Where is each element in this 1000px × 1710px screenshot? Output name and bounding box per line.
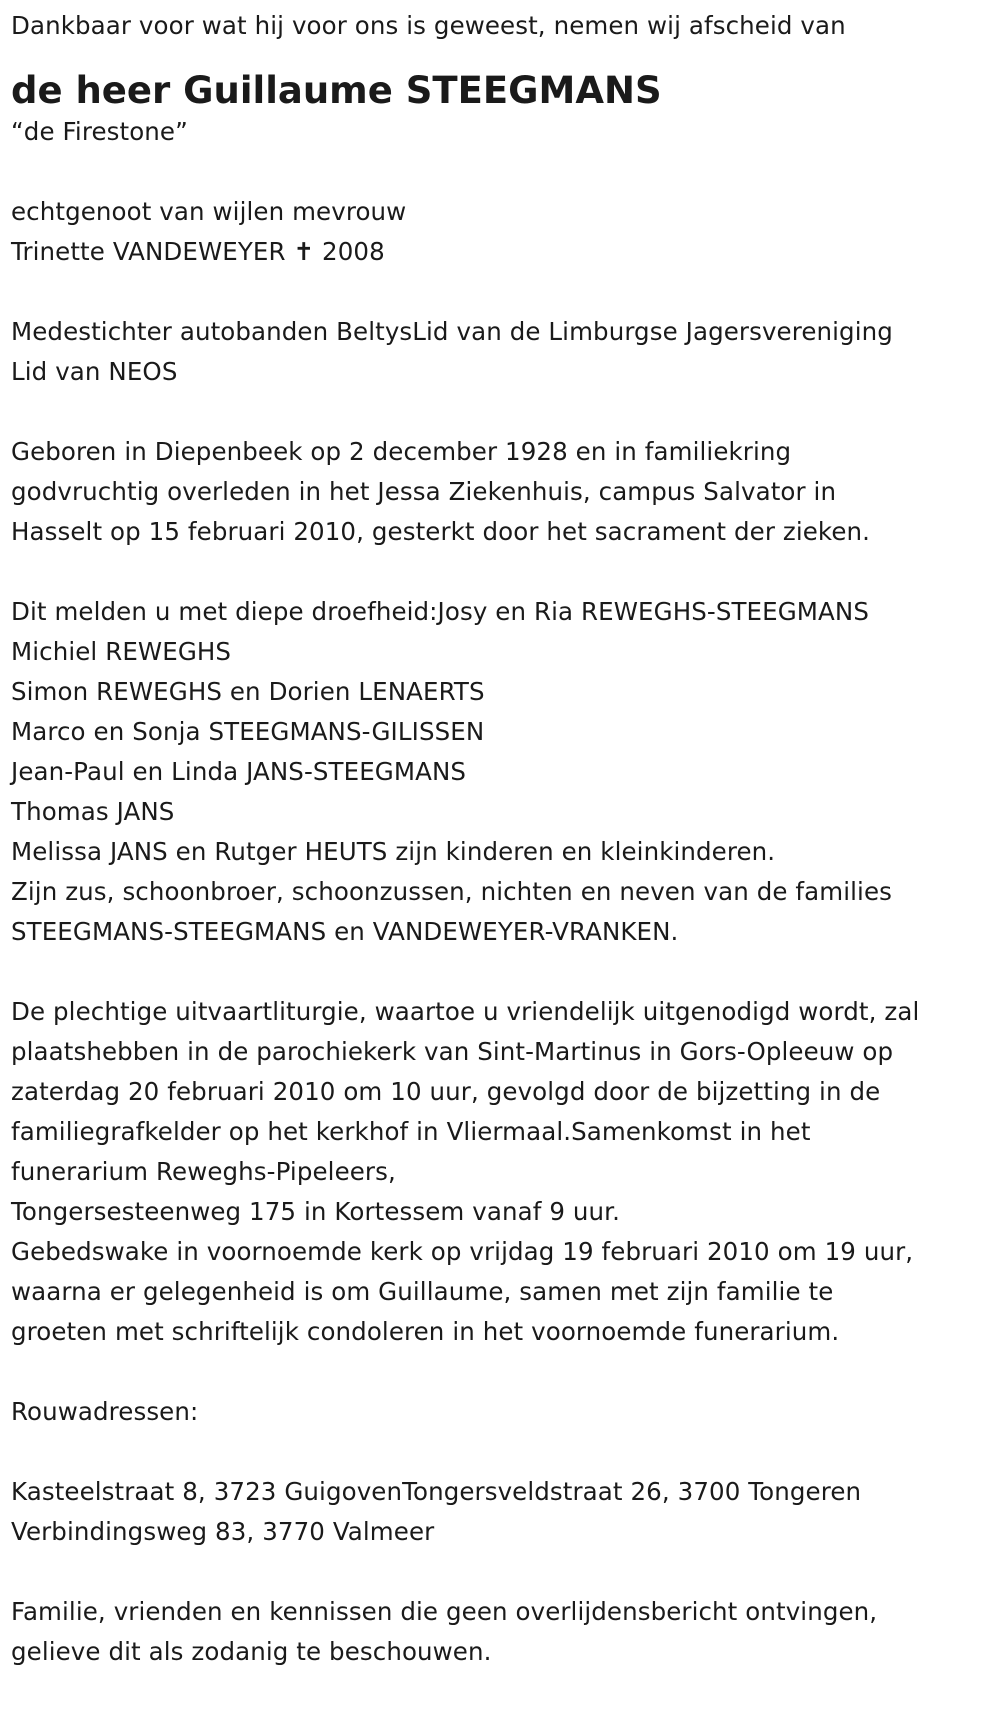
spacer	[11, 392, 1000, 432]
spacer	[11, 1352, 1000, 1392]
spacer	[11, 272, 1000, 312]
birth-death-line: Hasselt op 15 februari 2010, gesterkt door het sacrament der zieken.	[11, 517, 871, 546]
spacer	[11, 152, 1000, 192]
role-line: Lid van NEOS	[11, 357, 178, 386]
addresses-section	[11, 1472, 1000, 1552]
addresses-heading: Rouwadressen:	[11, 1397, 199, 1426]
funeral-line: groeten met schriftelijk condoleren in het voornoemde funerarium.	[11, 1317, 840, 1346]
deceased-name: de heer Guillaume STEEGMANS	[11, 69, 662, 112]
roles-section	[11, 312, 1000, 392]
mourner-line: Marco en Sonja STEEGMANS-GILISSEN	[11, 717, 485, 746]
nickname: “de Firestone”	[11, 117, 188, 146]
funeral-line: De plechtige uitvaartliturgie, waartoe u vriendelijk uitgenodigd wordt, zal	[11, 997, 920, 1026]
mourner-line: STEEGMANS-STEEGMANS en VANDEWEYER-VRANKEN.	[11, 917, 679, 946]
funeral-section	[11, 992, 1000, 1352]
address-line: Verbindingsweg 83, 3770 Valmeer	[11, 1517, 435, 1546]
mourner-line: Dit melden u met diepe droefheid:Josy en Ria REWEGHS-STEEGMANS	[11, 597, 869, 626]
spacer	[11, 552, 1000, 592]
cross-icon: ✝	[293, 237, 315, 266]
spacer	[11, 1552, 1000, 1592]
funeral-line: familiegrafkelder op het kerkhof in Vliermaal.Samenkomst in het	[11, 1117, 811, 1146]
funeral-line: plaatshebben in de parochiekerk van Sint-Martinus in Gors-Opleeuw op	[11, 1037, 894, 1066]
mourner-line: Thomas JANS	[11, 797, 175, 826]
mourners-section	[11, 592, 1000, 952]
closing-line: gelieve dit als zodanig te beschouwen.	[11, 1637, 492, 1666]
spacer	[11, 1432, 1000, 1472]
spouse-name: Trinette VANDEWEYER	[11, 237, 286, 266]
funeral-line: Gebedswake in voornoemde kerk op vrijdag 19 februari 2010 om 19 uur,	[11, 1237, 914, 1266]
closing-line: Familie, vrienden en kennissen die geen overlijdensbericht ontvingen,	[11, 1597, 878, 1626]
mourner-line: Melissa JANS en Rutger HEUTS zijn kinderen en kleinkinderen.	[11, 837, 776, 866]
mourner-line: Zijn zus, schoonbroer, schoonzussen, nichten en neven van de families	[11, 877, 892, 906]
mourner-line: Jean-Paul en Linda JANS-STEEGMANS	[11, 757, 467, 786]
spouse-death-year: 2008	[322, 237, 385, 266]
address-line: Kasteelstraat 8, 3723 GuigovenTongersveldstraat 26, 3700 Tongeren	[11, 1477, 862, 1506]
mourner-line: Simon REWEGHS en Dorien LENAERTS	[11, 677, 485, 706]
funeral-line: waarna er gelegenheid is om Guillaume, samen met zijn familie te	[11, 1277, 834, 1306]
spacer	[11, 952, 1000, 992]
spouse-name-line	[11, 232, 1000, 272]
birth-death-line: godvruchtig overleden in het Jessa Ziekenhuis, campus Salvator in	[11, 477, 837, 506]
funeral-line: zaterdag 20 februari 2010 om 10 uur, gevolgd door de bijzetting in de	[11, 1077, 881, 1106]
birth-death-line: Geboren in Diepenbeek op 2 december 1928 en in familiekring	[11, 437, 792, 466]
funeral-line: funerarium Reweghs-Pipeleers,	[11, 1157, 396, 1186]
closing-section	[11, 1592, 1000, 1672]
role-line: Medestichter autobanden BeltysLid van de Limburgse Jagersvereniging	[11, 317, 893, 346]
funeral-line: Tongersesteenweg 175 in Kortessem vanaf 9 uur.	[11, 1197, 620, 1226]
spouse-line: echtgenoot van wijlen mevrouw	[11, 197, 407, 226]
intro-text: Dankbaar voor wat hij voor ons is geweest, nemen wij afscheid van	[11, 11, 846, 40]
birth-death-section	[11, 432, 1000, 552]
mourner-line: Michiel REWEGHS	[11, 637, 232, 666]
